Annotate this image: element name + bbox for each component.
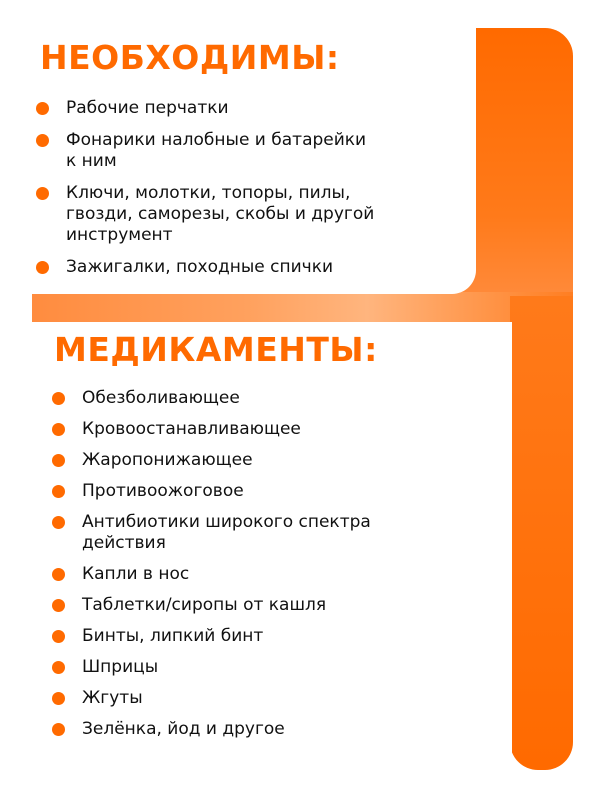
bullet-dot-icon [52,599,65,612]
list-item [52,719,492,740]
list-item [52,419,492,440]
list-item-line: Антибиотики широкого спектра [82,512,371,532]
list-item-text [66,130,366,172]
section-title-medicines: МЕДИКАМЕНТЫ: [54,330,378,369]
list-item-text [82,564,189,585]
list-item [52,512,492,554]
list-item [36,183,436,246]
bullet-dot-icon [52,454,65,467]
list-item-line: Фонарики налобные и батарейки [66,130,367,150]
list-item-line: Бинты, липкий бинт [82,626,264,646]
list-item-line: Противоожоговое [82,481,244,501]
list-item [52,595,492,616]
list-item-text [82,719,285,740]
list-item [52,564,492,585]
list-item [52,626,492,647]
list-item-line: Шприцы [82,657,159,677]
bullet-dot-icon [36,187,49,200]
medicines-list [52,388,492,750]
list-item-text [82,512,371,554]
list-item-text [82,595,326,616]
section-title-necessary: НЕОБХОДИМЫ: [40,38,340,77]
list-item [36,98,436,119]
list-item [52,450,492,471]
bullet-dot-icon [52,568,65,581]
list-item-text [82,388,240,409]
list-item-line: Зажигалки, походные спички [66,257,334,277]
list-item [36,130,436,172]
bullet-dot-icon [52,723,65,736]
list-item-line: инструмент [66,225,173,245]
list-item-line: действия [82,533,166,553]
list-item-line: гвозди, саморезы, скобы и другой [66,204,375,224]
list-item-text [82,450,253,471]
orange-frame-bottom [510,296,573,770]
bullet-dot-icon [52,392,65,405]
list-item-text [82,481,244,502]
list-item-line: Ключи, молотки, топоры, пилы, [66,183,351,203]
bullet-dot-icon [52,692,65,705]
list-item-text [82,657,158,678]
list-item [52,388,492,409]
bullet-dot-icon [52,423,65,436]
list-item-line: Жгуты [82,688,143,708]
list-item-line: Капли в нос [82,564,190,584]
list-item-line: Рабочие перчатки [66,98,229,118]
list-item-text [82,688,143,709]
list-item-text [82,419,301,440]
list-item [52,688,492,709]
list-item-line: Зелёнка, йод и другое [82,719,285,739]
bullet-dot-icon [52,630,65,643]
list-item-line: Жаропонижающее [82,450,253,470]
list-item-line: Обезболивающее [82,388,240,408]
bullet-dot-icon [52,661,65,674]
bullet-dot-icon [52,485,65,498]
list-item [36,257,436,278]
bullet-dot-icon [36,134,49,147]
list-item [52,481,492,502]
list-item-line: Таблетки/сиропы от кашля [82,595,327,615]
list-item-text [66,257,333,278]
bullet-dot-icon [52,516,65,529]
list-item-text [66,183,374,246]
list-item-line: к ним [66,151,117,171]
bullet-dot-icon [36,261,49,274]
list-item-line: Кровоостанавливающее [82,419,301,439]
necessary-list [36,98,436,289]
list-item [52,657,492,678]
list-item-text [82,626,263,647]
list-item-text [66,98,229,119]
bullet-dot-icon [36,102,49,115]
